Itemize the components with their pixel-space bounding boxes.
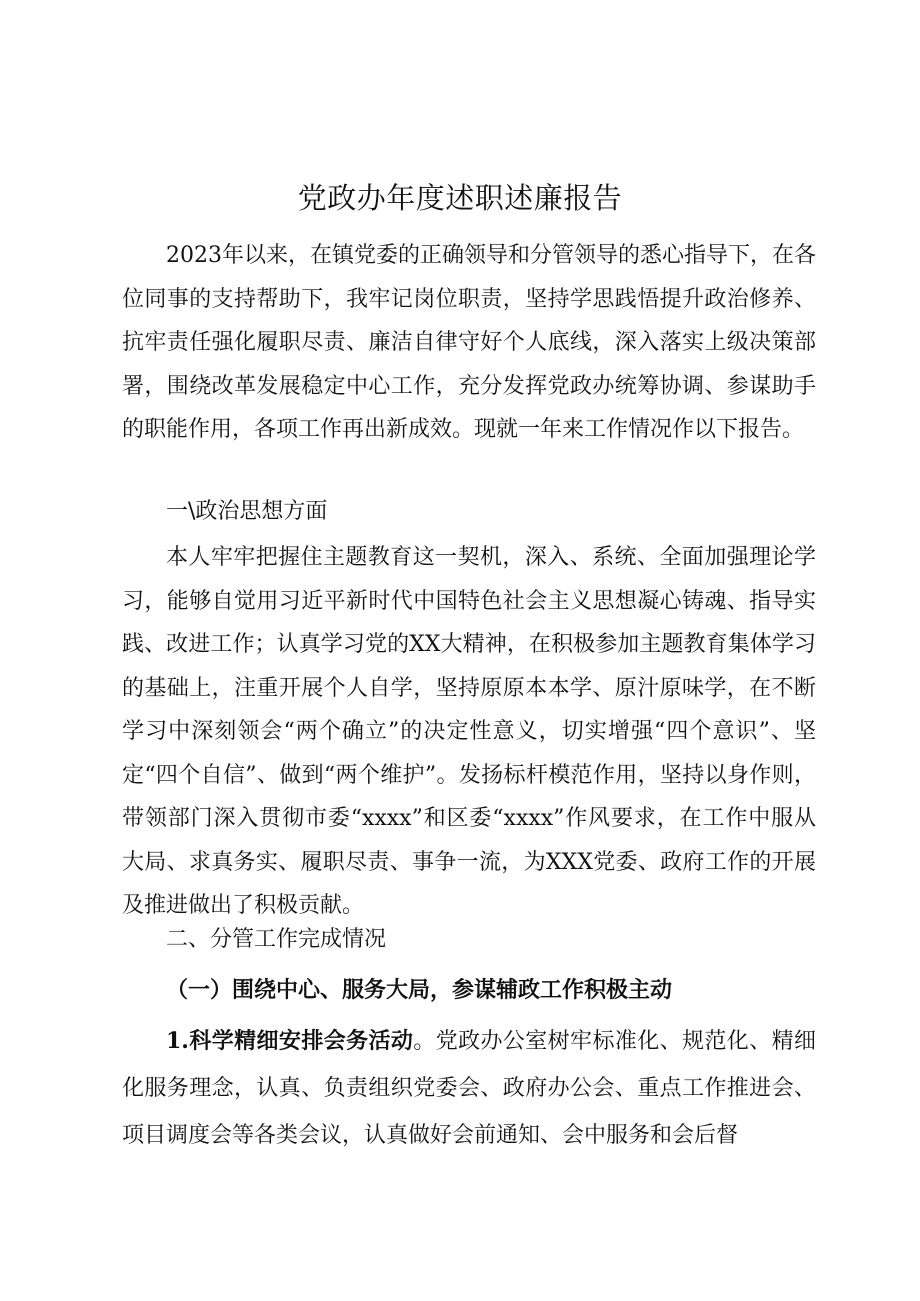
subsection1-heading: （一）围绕中心、服务大局，参谋辅政工作积极主动 bbox=[166, 977, 673, 1003]
section2-heading: 二、分管工作完成情况 bbox=[166, 927, 387, 952]
document-title: 党政办年度述职述廉报告 bbox=[297, 181, 623, 215]
item1-paragraph bbox=[122, 1018, 816, 1159]
section1-heading: 一\政治思想方面 bbox=[166, 499, 328, 524]
section1-paragraph: 本人牢牢把握住主题教育这一契机，深入、系统、全面加强理论学习，能够自觉用习近平新时代中国特色社会主义思想凝心铸魂、指导实践、改进工作；认真学习党的XX大精神，在积极参加主题教育集体学习的基础上，注重开展个人自学，坚持原原本本学、原汁原味学，在不断学习中深刻领会“两个确立”的决定性意义，切实增强“四个意识”、坚定“四个自信”、做到“两个维护”。发扬标杆模范作用，坚持以身作则，带领部门深入贯彻市委“xxxx”和区委“xxxx”作风要求，在工作中服从大局、求真务实、履职尽责、事争一流，为XXX党委、政府工作的开展及推进做出了积极贡献。 bbox=[122, 545, 816, 918]
item1-body: 。党政办公室树牢标准化、规范化、精细化服务理念，认真、负责组织党委会、政府办公会、重点工作推进会、项目调度会等各类会议，认真做好会前通知、会中服务和会后督 bbox=[122, 1029, 816, 1148]
intro-paragraph: 2023年以来，在镇党委的正确领导和分管领导的悉心指导下，在各位同事的支持帮助下，我牢记岗位职责，坚持学思践悟提升政治修养、抗牢责任强化履职尽责、廉洁自律守好个人底线，深入落实上级决策部署，围绕改革发展稳定中心工作，充分发挥党政办统筹协调、参谋助手的职能作用，各项工作再出新成效。现就一年来工作情况作以下报告。 bbox=[122, 243, 816, 442]
item1-lead: 1.科学精细安排会务活动 bbox=[166, 1028, 414, 1054]
